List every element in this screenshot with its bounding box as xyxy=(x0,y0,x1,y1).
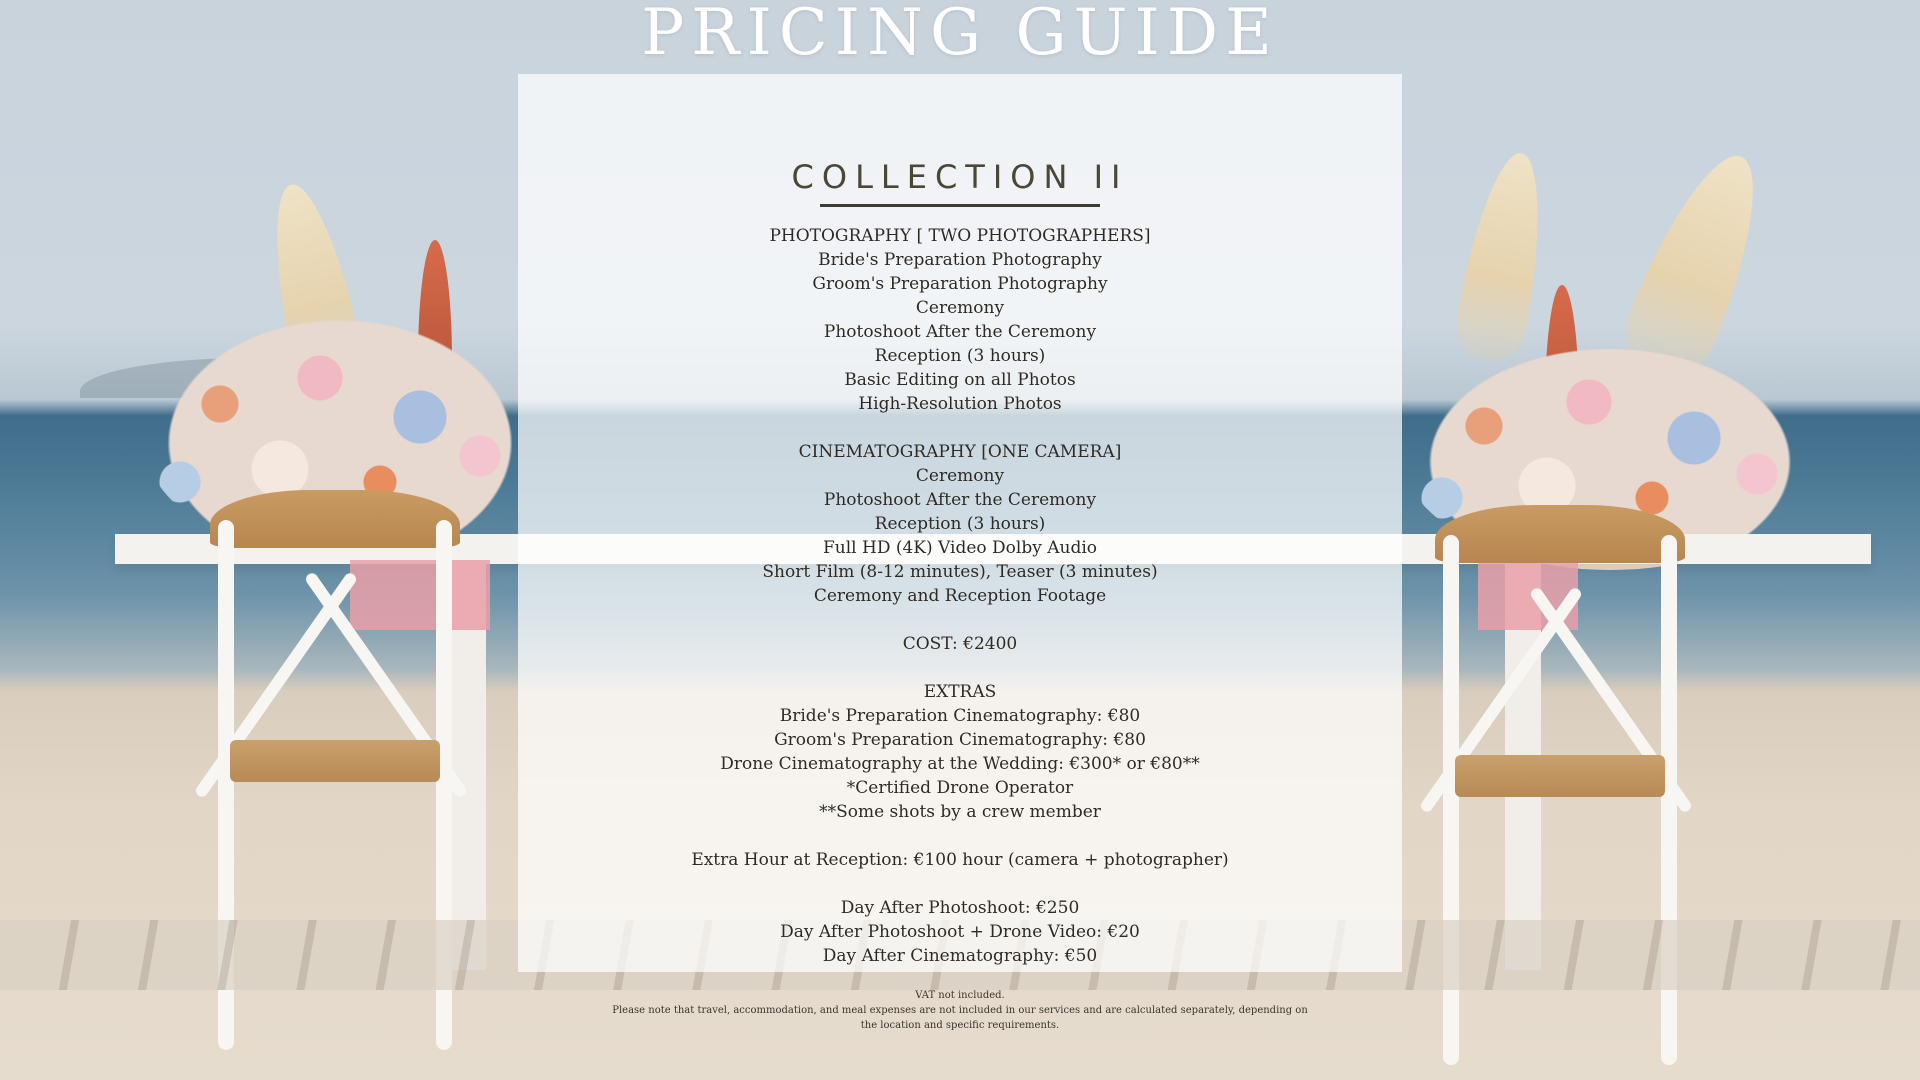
vat-note: VAT not included. xyxy=(915,990,1005,1001)
collection-title: COLLECTION II xyxy=(791,158,1129,196)
pricing-panel xyxy=(518,74,1402,1031)
list-item: PHOTOGRAPHY [ TWO PHOTOGRAPHERS] xyxy=(769,226,1151,246)
list-item: EXTRAS xyxy=(923,682,997,702)
page-title: PRICING GUIDE xyxy=(641,0,1279,70)
list-item: Extra Hour at Reception: €100 hour (camera + photographer) xyxy=(691,850,1229,870)
list-item: Ceremony xyxy=(915,298,1005,318)
list-item: Reception (3 hours) xyxy=(874,514,1046,534)
list-item: Day After Cinematography: €50 xyxy=(822,946,1098,966)
list-item: Basic Editing on all Photos xyxy=(844,370,1076,390)
pampas-grass-right xyxy=(1451,147,1556,366)
list-item: Day After Photoshoot: €250 xyxy=(840,898,1080,918)
list-spacer xyxy=(518,656,1402,680)
list-item: **Some shots by a crew member xyxy=(819,802,1101,822)
list-item: Ceremony xyxy=(915,466,1005,486)
list-item: Full HD (4K) Video Dolby Audio xyxy=(822,538,1098,558)
list-item: Day After Photoshoot + Drone Video: €20 xyxy=(780,922,1140,942)
list-item: Groom's Preparation Photography xyxy=(812,274,1108,294)
list-item: Bride's Preparation Cinematography: €80 xyxy=(779,706,1141,726)
list-item: Short Film (8-12 minutes), Teaser (3 minutes) xyxy=(762,562,1158,582)
list-spacer xyxy=(518,416,1402,440)
list-item: Bride's Preparation Photography xyxy=(818,250,1102,270)
list-spacer xyxy=(518,872,1402,896)
list-item: Photoshoot After the Ceremony xyxy=(823,322,1097,342)
pricing-list xyxy=(518,224,1402,968)
list-spacer xyxy=(518,824,1402,848)
list-item: High-Resolution Photos xyxy=(858,394,1062,414)
list-spacer xyxy=(518,608,1402,632)
list-item: Groom's Preparation Cinematography: €80 xyxy=(774,730,1146,750)
list-item: Drone Cinematography at the Wedding: €300* or €80** xyxy=(720,754,1200,774)
footnotes xyxy=(608,988,1312,1033)
list-item: CINEMATOGRAPHY [ONE CAMERA] xyxy=(798,442,1122,462)
list-item: Reception (3 hours) xyxy=(874,346,1046,366)
list-item: Photoshoot After the Ceremony xyxy=(823,490,1097,510)
title-divider xyxy=(820,204,1100,207)
list-item: Ceremony and Reception Footage xyxy=(813,586,1107,606)
cost-item: COST: €2400 xyxy=(902,634,1018,654)
expenses-note: Please note that travel, accommodation, and meal expenses are not included in our services and are calculated separately, depending on the location and specific requirements. xyxy=(612,1005,1308,1031)
list-item: *Certified Drone Operator xyxy=(846,778,1074,798)
